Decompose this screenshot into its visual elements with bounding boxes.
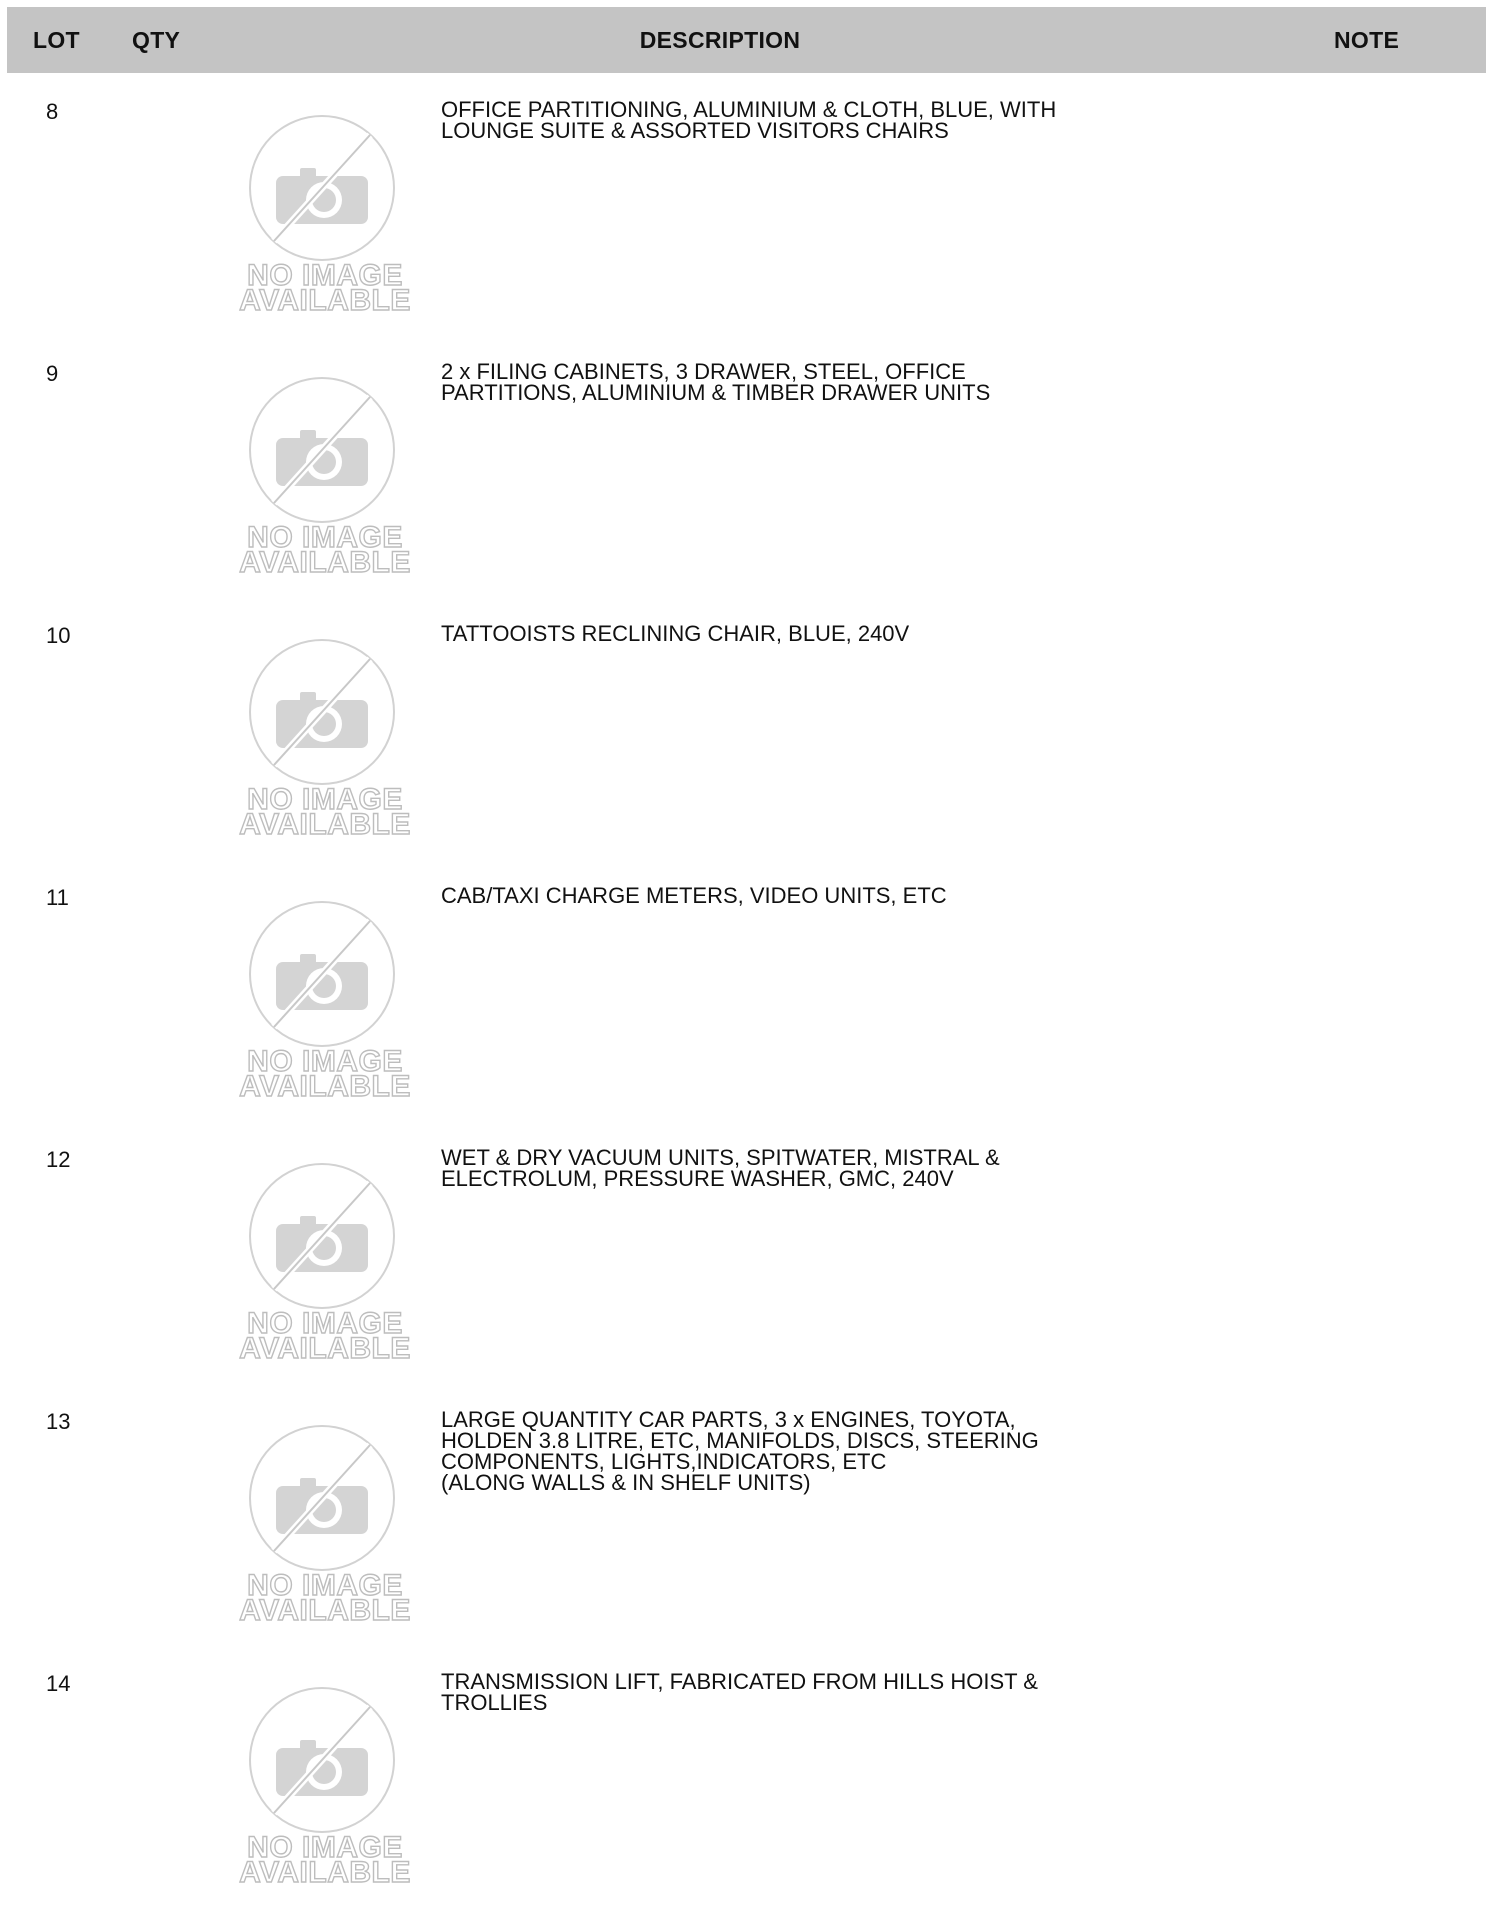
lot-description: WET & DRY VACUUM UNITS, SPITWATER, MISTRAL & ELECTROLUM, PRESSURE WASHER, GMC, 240V — [441, 1145, 1000, 1191]
available-label: AVAILABLE — [239, 808, 411, 841]
lot-row — [0, 609, 1493, 871]
lot-row — [0, 1395, 1493, 1657]
column-header-lot: LOT — [33, 27, 80, 53]
lot-number: 13 — [46, 1409, 71, 1434]
lot-description: TRANSMISSION LIFT, FABRICATED FROM HILLS HOIST & TROLLIES — [441, 1669, 1038, 1715]
no-image-label: NO IMAGE — [247, 259, 403, 292]
column-header-description: DESCRIPTION — [639, 27, 801, 53]
lot-description: LARGE QUANTITY CAR PARTS, 3 x ENGINES, TOYOTA, HOLDEN 3.8 LITRE, ETC, MANIFOLDS, DISCS, STEERING COMPONENTS, LIGHTS,INDICATORS, ETC (ALONG WALLS & IN SHELF UNITS) — [441, 1407, 1039, 1495]
no-image-placeholder — [220, 375, 430, 579]
lot-row — [0, 347, 1493, 609]
camera-slash-icon — [242, 1423, 402, 1573]
lot-row — [0, 85, 1493, 347]
lot-description: TATTOOISTS RECLINING CHAIR, BLUE, 240V — [441, 621, 910, 646]
lot-description: CAB/TAXI CHARGE METERS, VIDEO UNITS, ETC — [441, 883, 947, 908]
camera-slash-icon — [242, 899, 402, 1049]
camera-slash-icon — [242, 1161, 402, 1311]
lot-number: 14 — [46, 1671, 71, 1696]
no-image-label: NO IMAGE — [247, 783, 403, 816]
available-label: AVAILABLE — [239, 546, 411, 579]
camera-slash-icon — [242, 637, 402, 787]
lot-number: 10 — [46, 623, 71, 648]
no-image-label: NO IMAGE — [247, 1307, 403, 1340]
available-label: AVAILABLE — [239, 1594, 411, 1627]
lot-row — [0, 1133, 1493, 1395]
no-image-label: NO IMAGE — [247, 521, 403, 554]
column-header-note: NOTE — [1334, 27, 1400, 53]
table-header — [7, 7, 1486, 73]
available-label: AVAILABLE — [239, 1332, 411, 1365]
no-image-placeholder — [220, 637, 430, 841]
no-image-label: NO IMAGE — [247, 1569, 403, 1602]
no-image-placeholder — [220, 1423, 430, 1627]
camera-slash-icon — [242, 375, 402, 525]
camera-slash-icon — [242, 1685, 402, 1835]
lot-number: 8 — [46, 99, 59, 124]
lot-description: OFFICE PARTITIONING, ALUMINIUM & CLOTH, BLUE, WITH LOUNGE SUITE & ASSORTED VISITORS CHAIRS — [441, 97, 1057, 143]
lot-number: 12 — [46, 1147, 71, 1172]
lot-row — [0, 1657, 1493, 1919]
column-header-qty: QTY — [132, 27, 181, 53]
available-label: AVAILABLE — [239, 1070, 411, 1103]
available-label: AVAILABLE — [239, 1856, 411, 1889]
lot-number: 9 — [46, 361, 59, 386]
no-image-placeholder — [220, 1685, 430, 1889]
no-image-placeholder — [220, 113, 430, 317]
available-label: AVAILABLE — [239, 284, 411, 317]
no-image-label: NO IMAGE — [247, 1831, 403, 1864]
no-image-label: NO IMAGE — [247, 1045, 403, 1078]
lot-row — [0, 871, 1493, 1133]
camera-slash-icon — [242, 113, 402, 263]
lot-description: 2 x FILING CABINETS, 3 DRAWER, STEEL, OFFICE PARTITIONS, ALUMINIUM & TIMBER DRAWER UNITS — [441, 359, 991, 405]
no-image-placeholder — [220, 899, 430, 1103]
no-image-placeholder — [220, 1161, 430, 1365]
lot-number: 11 — [46, 885, 69, 910]
